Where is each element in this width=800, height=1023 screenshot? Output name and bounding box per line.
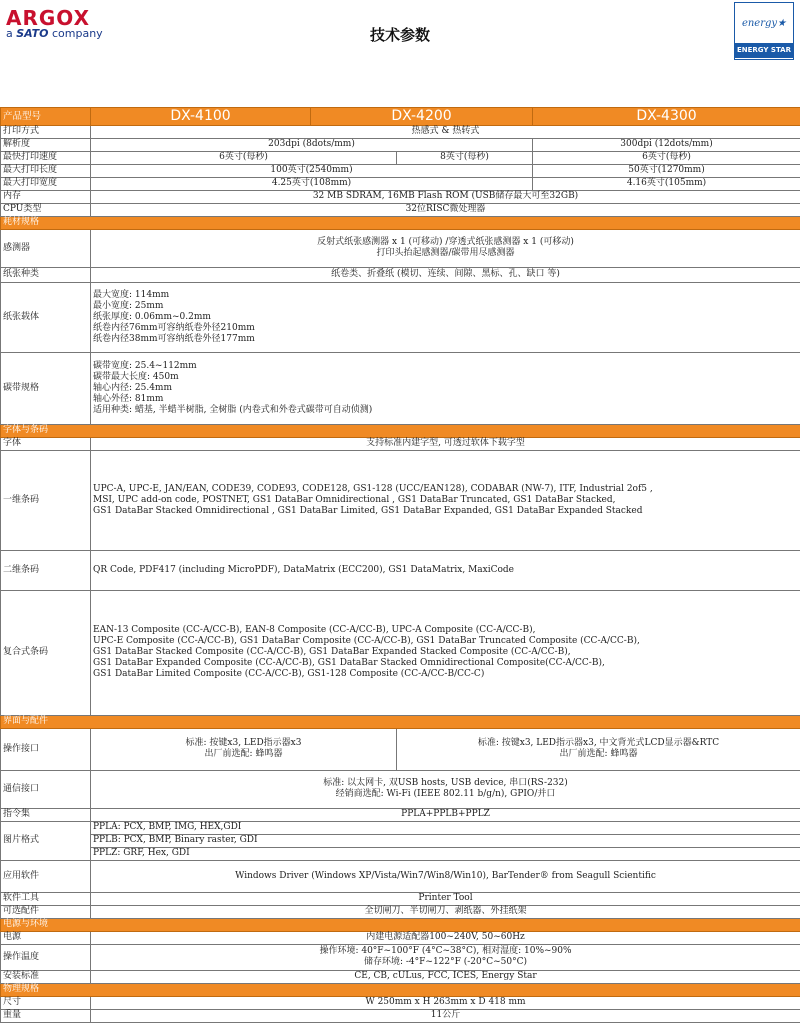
row-label: 重量: [1, 1009, 91, 1022]
row-label: 产品型号: [1, 107, 91, 125]
row-value: 4.25英寸(108mm): [91, 177, 533, 190]
section-interface: [1, 715, 800, 728]
resolution-row: [1, 138, 800, 151]
weight-row: [1, 1009, 800, 1022]
size-row: [1, 996, 800, 1009]
ribbon-row: [1, 352, 800, 424]
row-value: UPC-A, UPC-E, JAN/EAN, CODE39, CODE93, CODE128, GS1-128 (UCC/EAN128), CODABAR (NW-7), ITF, Industrial 2of5 , MSI, UPC add-on code, POSTNET, GS1 DataBar Omnidirectional , GS1 DataBar Truncated, GS1 DataBar Stacked, GS1 DataBar Stacked Omnidirectional , GS1 DataBar Limited, GS1 DataBar Expanded, GS1 DataBar Expanded Stacked: [91, 450, 800, 550]
row-value: W 250mm x H 263mm x D 418 mm: [91, 996, 800, 1009]
length-row: [1, 164, 800, 177]
row-label: 打印方式: [1, 125, 91, 138]
row-label: 最快打印速度: [1, 151, 91, 164]
row-value: 操作环境: 40°F~100°F (4°C~38°C), 相对湿度: 10%~90% 储存环境: -4°F~122°F (-20°C~50°C): [91, 944, 800, 970]
row-label: 操作接口: [1, 728, 91, 770]
width-row: [1, 177, 800, 190]
spec-table: [0, 88, 800, 1023]
row-label: 字体: [1, 437, 91, 450]
row-value: 203dpi (8dots/mm): [91, 138, 533, 151]
fonts-row: [1, 437, 800, 450]
panel-row: [1, 728, 800, 770]
row-label: 解析度: [1, 138, 91, 151]
graphics-row: [1, 834, 800, 847]
section-title: 字体与条码: [1, 424, 800, 437]
row-label: 二维条码: [1, 550, 91, 590]
row-value: 11公斤: [91, 1009, 800, 1022]
section-power: [1, 918, 800, 931]
row-label: 纸张载体: [1, 282, 91, 352]
barcode-2d-row: [1, 550, 800, 590]
row-label: 碳带规格: [1, 352, 91, 424]
row-label: 最大打印宽度: [1, 177, 91, 190]
section-media: [1, 216, 800, 229]
row-value: 32 MB SDRAM, 16MB Flash ROM (USB储存最大可至32GB): [91, 190, 800, 203]
row-value: PPLB: PCX, BMP, Binary raster, GDI: [91, 834, 800, 847]
model-row: [1, 107, 800, 125]
row-label: 可选配件: [1, 905, 91, 918]
row-label: 最大打印长度: [1, 164, 91, 177]
media-type-row: [1, 267, 800, 282]
barcode-1d-row: [1, 450, 800, 550]
row-value: 最大宽度: 114mm 最小宽度: 25mm 纸张厚度: 0.06mm~0.2mm 纸卷内径76mm可容纳纸卷外径210mm 纸卷内径38mm可容纳纸卷外径177mm: [91, 282, 800, 352]
options-row: [1, 905, 800, 918]
graphics-row: [1, 847, 800, 860]
row-value: 标准: 按键x3, LED指示器x3, 中文背光式LCD显示器&RTC 出厂前选配: 蜂鸣器: [397, 728, 800, 770]
row-value: 纸卷类、折叠纸 (模切、连续、间隙、黑标、孔、缺口 等): [91, 267, 800, 282]
row-value: 标准: 以太网卡, 双USB hosts, USB device, 串口(RS-232) 经销商选配: Wi-Fi (IEEE 802.11 b/g/n), GPIO/并口: [91, 770, 800, 808]
power-row: [1, 931, 800, 944]
cmdset-row: [1, 808, 800, 821]
row-label: 电源: [1, 931, 91, 944]
row-value: Printer Tool: [91, 892, 800, 905]
energy-script: energy: [742, 18, 777, 29]
row-value: 32位RISC微处理器: [91, 203, 800, 216]
row-value: Windows Driver (Windows XP/Vista/Win7/Win8/Win10), BarTender® from Seagull Scientific: [91, 860, 800, 892]
section-title: 界面与配件: [1, 715, 800, 728]
software-row: [1, 860, 800, 892]
model-dx4300: DX-4300: [533, 107, 800, 125]
row-value: CE, CB, cULus, FCC, ICES, Energy Star: [91, 970, 800, 983]
row-value: 全切闸刀、半切闸刀、剥纸器、外挂纸架: [91, 905, 800, 918]
row-label: CPU类型: [1, 203, 91, 216]
row-value: PPLA: PCX, BMP, IMG, HEX,GDI: [91, 821, 800, 834]
tagline-sato: SATO: [16, 27, 48, 40]
safety-row: [1, 970, 800, 983]
row-label: 内存: [1, 190, 91, 203]
row-label: 纸张种类: [1, 267, 91, 282]
tagline-a: a: [6, 27, 16, 40]
row-label: 指令集: [1, 808, 91, 821]
section-physical: [1, 983, 800, 996]
model-dx4100: DX-4100: [91, 107, 311, 125]
row-value: EAN-13 Composite (CC-A/CC-B), EAN-8 Composite (CC-A/CC-B), UPC-A Composite (CC-A/CC-B), UPC-E Composite (CC-A/CC-B), GS1 DataBar Composite (CC-A/CC-B), GS1 DataBar Truncated Composite (CC-A/CC-B), GS1 DataBar Stacked Composite (CC-A/CC-B), GS1 DataBar Expanded Stacked Composite (CC-A/CC-B), GS1 DataBar Expanded Composite (CC-A/CC-B), GS1 DataBar Stacked Omnidirectional Composite(CC-A/CC-B), GS1 DataBar Limited Composite (CC-A/CC-B), GS1-128 Composite (CC-A/CC-B/CC-C): [91, 590, 800, 715]
section-title: 耗材规格: [1, 216, 800, 229]
energy-star-label: ENERGY STAR: [735, 43, 793, 58]
row-label: 复合式条码: [1, 590, 91, 715]
row-value: 4.16英寸(105mm): [533, 177, 800, 190]
page-header: [0, 0, 800, 88]
row-value: 内建电源适配器100~240V, 50~60Hz: [91, 931, 800, 944]
row-value: 50英寸(1270mm): [533, 164, 800, 177]
row-label: 操作温度: [1, 944, 91, 970]
row-value: 8英寸(每秒): [397, 151, 533, 164]
media-row: [1, 282, 800, 352]
row-label: 应用软件: [1, 860, 91, 892]
composite-row: [1, 590, 800, 715]
section-title: 物理规格: [1, 983, 800, 996]
row-value: PPLZ: GRF, Hex, GDI: [91, 847, 800, 860]
row-label: 通信接口: [1, 770, 91, 808]
row-value: 反射式纸张感测器 x 1 (可移动) /穿透式纸张感测器 x 1 (可移动) 打印头抬起感测器/碳带用尽感测器: [91, 229, 800, 267]
section-title: 电源与环境: [1, 918, 800, 931]
print-method-row: [1, 125, 800, 138]
model-dx4200: DX-4200: [311, 107, 533, 125]
row-label: 感测器: [1, 229, 91, 267]
energy-star-logo: [734, 2, 794, 60]
cpu-row: [1, 203, 800, 216]
row-label: 图片格式: [1, 821, 91, 860]
memory-row: [1, 190, 800, 203]
graphics-row: [1, 821, 800, 834]
speed-row: [1, 151, 800, 164]
temp-row: [1, 944, 800, 970]
tagline-company: company: [49, 27, 103, 40]
row-value: 100英寸(2540mm): [91, 164, 533, 177]
brand-name: ARGOX: [6, 6, 103, 30]
row-label: 软件工具: [1, 892, 91, 905]
row-value: 热感式 & 热转式: [91, 125, 800, 138]
tools-row: [1, 892, 800, 905]
row-value: 6英寸(每秒): [91, 151, 397, 164]
row-value: PPLA+PPLB+PPLZ: [91, 808, 800, 821]
row-value: 300dpi (12dots/mm): [533, 138, 800, 151]
page-title: 技术参数: [0, 24, 800, 45]
row-value: 6英寸(每秒): [533, 151, 800, 164]
row-label: 尺寸: [1, 996, 91, 1009]
row-label: 安装标准: [1, 970, 91, 983]
row-value: 标准: 按键x3, LED指示器x3 出厂前选配: 蜂鸣器: [91, 728, 397, 770]
row-label: 一维条码: [1, 450, 91, 550]
energy-star-icon: energy ★: [735, 3, 793, 43]
row-value: 支持标准内建字型, 可透过软体下载字型: [91, 437, 800, 450]
sensor-row: [1, 229, 800, 267]
spacer-row: [1, 88, 800, 107]
comm-row: [1, 770, 800, 808]
row-value: 碳带宽度: 25.4~112mm 碳带最大长度: 450m 轴心内径: 25.4mm 轴心外径: 81mm 适用种类: 蜡基, 半蜡半树脂, 全树脂 (内卷式和外卷式碳带可自动侦测): [91, 352, 800, 424]
row-value: QR Code, PDF417 (including MicroPDF), DataMatrix (ECC200), GS1 DataMatrix, MaxiCode: [91, 550, 800, 590]
section-fonts: [1, 424, 800, 437]
